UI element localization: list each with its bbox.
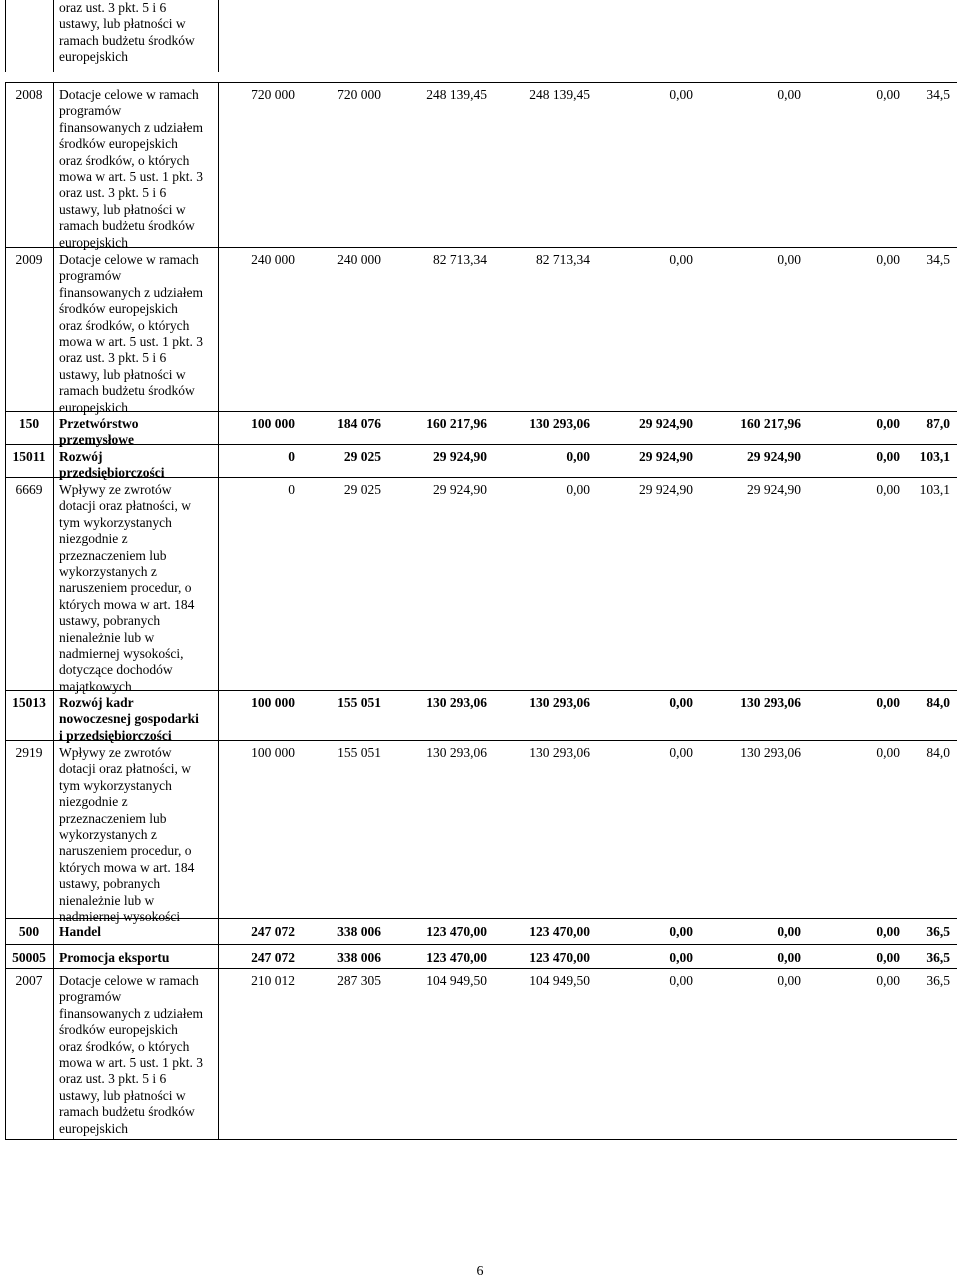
value-cell-8: 36,5 <box>926 973 950 988</box>
column-divider <box>5 741 6 919</box>
column-divider <box>53 248 54 412</box>
value-cell-5: 29 924,90 <box>639 416 693 431</box>
value-cell-5: 0,00 <box>669 973 693 988</box>
row-description: Rozwój przedsiębiorczości <box>59 449 165 481</box>
row-code: 15011 <box>12 449 46 464</box>
row-description: Rozwój kadr nowoczesnej gospodarki i przedsiębiorczości <box>59 695 199 743</box>
column-divider <box>218 412 219 445</box>
value-cell-6: 0,00 <box>777 950 801 965</box>
value-cell-8: 84,0 <box>926 745 950 760</box>
row-code: 2009 <box>15 252 43 267</box>
column-divider <box>53 969 54 1139</box>
value-cell-6: 160 217,96 <box>740 416 801 431</box>
value-cell-4: 130 293,06 <box>529 695 590 710</box>
value-cell-4: 104 949,50 <box>529 973 590 988</box>
value-cell-6: 130 293,06 <box>740 745 801 760</box>
row-code: 15013 <box>12 695 46 710</box>
value-cell-2: 155 051 <box>337 745 381 760</box>
table-row <box>5 740 957 925</box>
value-cell-3: 104 949,50 <box>426 973 487 988</box>
column-divider <box>5 969 6 1139</box>
value-cell-5: 0,00 <box>669 745 693 760</box>
value-cell-4: 82 713,34 <box>536 252 590 267</box>
row-description: Promocja eksportu <box>59 950 170 965</box>
value-cell-1: 0 <box>288 449 295 464</box>
value-cell-1: 100 000 <box>251 695 295 710</box>
column-divider <box>218 945 219 969</box>
value-cell-7: 0,00 <box>876 252 900 267</box>
column-divider <box>53 691 54 741</box>
value-cell-5: 0,00 <box>669 950 693 965</box>
value-cell-4: 130 293,06 <box>529 416 590 431</box>
value-cell-2: 29 025 <box>343 449 381 464</box>
value-cell-8: 84,0 <box>926 695 950 710</box>
value-cell-3: 130 293,06 <box>426 695 487 710</box>
value-cell-4: 0,00 <box>566 482 590 497</box>
value-cell-5: 0,00 <box>669 695 693 710</box>
value-cell-3: 123 470,00 <box>426 924 487 939</box>
column-divider <box>53 919 54 945</box>
value-cell-2: 338 006 <box>337 950 381 965</box>
value-cell-5: 0,00 <box>669 252 693 267</box>
column-divider <box>53 412 54 445</box>
value-cell-7: 0,00 <box>876 973 900 988</box>
column-divider <box>53 945 54 969</box>
table-row-continuation <box>5 0 957 72</box>
value-cell-4: 130 293,06 <box>529 745 590 760</box>
row-description: Dotacje celowe w ramach programów finansowanych z udziałem środków europejskich oraz środków, o których mowa w art. 5 ust. 1 pkt. 3 oraz ust. 3 pkt. 5 i 6 ustawy, lub płatności w ramach budżetu środków europejskich <box>59 87 203 250</box>
value-cell-1: 240 000 <box>251 252 295 267</box>
value-cell-2: 338 006 <box>337 924 381 939</box>
table-row <box>5 247 957 415</box>
value-cell-7: 0,00 <box>876 449 900 464</box>
value-cell-6: 0,00 <box>777 973 801 988</box>
value-cell-7: 0,00 <box>876 87 900 102</box>
column-divider <box>53 0 54 72</box>
column-divider <box>5 83 6 248</box>
value-cell-2: 287 305 <box>337 973 381 988</box>
value-cell-5: 29 924,90 <box>639 482 693 497</box>
column-divider <box>218 248 219 412</box>
value-cell-5: 0,00 <box>669 924 693 939</box>
value-cell-8: 36,5 <box>926 924 950 939</box>
row-code: 2007 <box>15 973 43 988</box>
table-row <box>5 944 957 969</box>
value-cell-3: 29 924,90 <box>433 449 487 464</box>
value-cell-6: 0,00 <box>777 252 801 267</box>
column-divider <box>53 741 54 919</box>
table-row <box>5 444 957 481</box>
value-cell-4: 248 139,45 <box>529 87 590 102</box>
value-cell-7: 0,00 <box>876 745 900 760</box>
table-row <box>5 918 957 945</box>
table-row <box>5 82 957 248</box>
column-divider <box>218 0 219 72</box>
value-cell-3: 130 293,06 <box>426 745 487 760</box>
value-cell-1: 100 000 <box>251 745 295 760</box>
value-cell-2: 240 000 <box>337 252 381 267</box>
column-divider <box>218 969 219 1139</box>
column-divider <box>218 741 219 919</box>
value-cell-8: 87,0 <box>926 416 950 431</box>
column-divider <box>218 919 219 945</box>
value-cell-1: 0 <box>288 482 295 497</box>
row-code: 2919 <box>15 745 43 760</box>
row-description: Dotacje celowe w ramach programów finansowanych z udziałem środków europejskich oraz środków, o których mowa w art. 5 ust. 1 pkt. 3 oraz ust. 3 pkt. 5 i 6 ustawy, lub płatności w ramach budżetu środków europejskich <box>59 252 203 415</box>
value-cell-2: 29 025 <box>343 482 381 497</box>
row-code: 150 <box>18 416 40 431</box>
value-cell-6: 0,00 <box>777 924 801 939</box>
row-code: 2008 <box>15 87 43 102</box>
column-divider <box>218 83 219 248</box>
row-description: Dotacje celowe w ramach programów finansowanych z udziałem środków europejskich oraz środków, o których mowa w art. 5 ust. 1 pkt. 3 oraz ust. 3 pkt. 5 i 6 ustawy, lub płatności w ramach budżetu środków europejskich <box>59 973 203 1136</box>
table-row <box>5 411 957 448</box>
column-divider <box>5 248 6 412</box>
value-cell-1: 100 000 <box>251 416 295 431</box>
value-cell-4: 123 470,00 <box>529 924 590 939</box>
row-code: 50005 <box>12 950 46 965</box>
row-code: 500 <box>18 924 40 939</box>
value-cell-7: 0,00 <box>876 924 900 939</box>
column-divider <box>218 478 219 691</box>
value-cell-7: 0,00 <box>876 416 900 431</box>
value-cell-4: 123 470,00 <box>529 950 590 965</box>
column-divider <box>53 478 54 691</box>
value-cell-6: 130 293,06 <box>740 695 801 710</box>
value-cell-3: 123 470,00 <box>426 950 487 965</box>
value-cell-4: 0,00 <box>566 449 590 464</box>
value-cell-7: 0,00 <box>876 950 900 965</box>
description-continuation: oraz ust. 3 pkt. 5 i 6 ustawy, lub płatności w ramach budżetu środków europejskich <box>59 0 195 65</box>
column-divider <box>53 83 54 248</box>
value-cell-6: 29 924,90 <box>747 449 801 464</box>
value-cell-3: 29 924,90 <box>433 482 487 497</box>
value-cell-8: 34,5 <box>926 87 950 102</box>
row-code: 6669 <box>15 482 43 497</box>
value-cell-7: 0,00 <box>876 695 900 710</box>
value-cell-2: 720 000 <box>337 87 381 102</box>
row-description: Wpływy ze zwrotów dotacji oraz płatności, w tym wykorzystanych niezgodnie z przeznaczeniem lub wykorzystanych z naruszeniem procedur, o których mowa w art. 184 ustawy, pobranych nienależnie lub w nadmiernej wysokości, dotyczące dochodów majątkowych <box>59 482 195 694</box>
column-divider <box>218 691 219 741</box>
value-cell-8: 36,5 <box>926 950 950 965</box>
value-cell-3: 82 713,34 <box>433 252 487 267</box>
value-cell-5: 29 924,90 <box>639 449 693 464</box>
value-cell-3: 160 217,96 <box>426 416 487 431</box>
value-cell-3: 248 139,45 <box>426 87 487 102</box>
table-row <box>5 690 957 741</box>
table-row <box>5 968 957 1140</box>
row-description: Przetwórstwo przemysłowe <box>59 416 139 448</box>
value-cell-2: 184 076 <box>337 416 381 431</box>
column-divider <box>53 445 54 478</box>
value-cell-6: 0,00 <box>777 87 801 102</box>
value-cell-6: 29 924,90 <box>747 482 801 497</box>
table-row <box>5 477 957 694</box>
row-description: Wpływy ze zwrotów dotacji oraz płatności, w tym wykorzystanych niezgodnie z przeznaczeniem lub wykorzystanych z naruszeniem procedur, o których mowa w art. 184 ustawy, pobranych nienależnie lub w nadmiernej wysokości <box>59 745 195 925</box>
value-cell-8: 103,1 <box>919 449 950 464</box>
column-divider <box>5 478 6 691</box>
value-cell-5: 0,00 <box>669 87 693 102</box>
column-divider <box>218 445 219 478</box>
value-cell-1: 210 012 <box>251 973 295 988</box>
value-cell-2: 155 051 <box>337 695 381 710</box>
value-cell-7: 0,00 <box>876 482 900 497</box>
value-cell-8: 103,1 <box>919 482 950 497</box>
page-number: 6 <box>476 1264 484 1279</box>
column-divider <box>5 0 6 72</box>
value-cell-1: 247 072 <box>251 950 295 965</box>
value-cell-8: 34,5 <box>926 252 950 267</box>
value-cell-1: 247 072 <box>251 924 295 939</box>
value-cell-1: 720 000 <box>251 87 295 102</box>
row-description: Handel <box>59 924 102 939</box>
